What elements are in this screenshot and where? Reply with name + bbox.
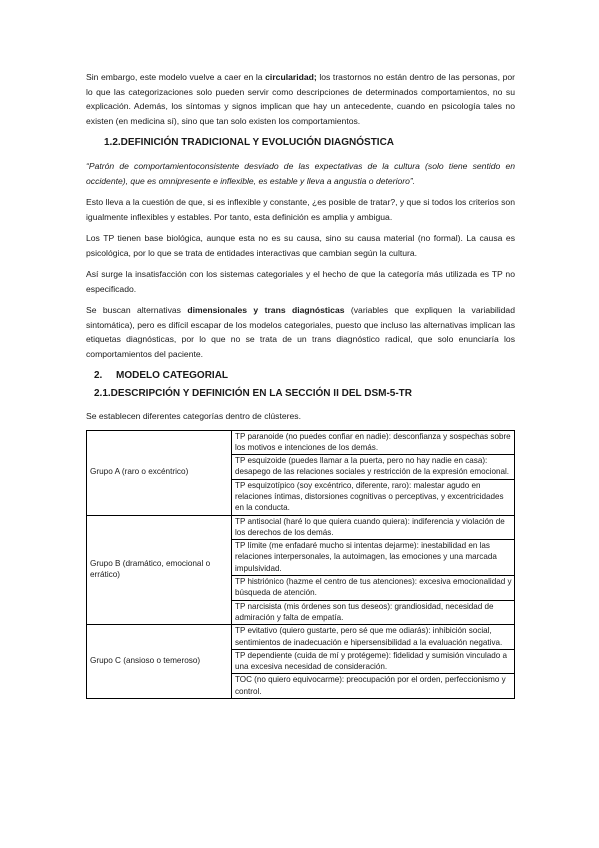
paragraph-alternatives: Se buscan alternativas dimensionales y trans diagnósticas (variables que expliquen la variabilidad sintomática), pero es difícil escapar de los modelos categoriales, puesto que incluso las alternativas implican las etiquetas diagnósticas, por lo que no se trata de un trans diagnóstico radical, que solo enunciaría los comportamientos del paciente. [86,305,515,359]
table-cell: TP paranoide (no puedes confiar en nadie): desconfianza y sospechas sobre los motivos e intenciones de los demás. [232,430,515,455]
dimensional-emphasis: dimensionales y trans diagnósticas [187,305,345,315]
definition-quote: “Patrón de comportamientoconsistente desviado de las expectativas de la cultura (solo tiene sentido en occidente), que es omnipresente e inflexible, es estable y lleva a angustia o deterioro”. [86,161,515,186]
section-1-2-heading: 1.2.DEFINICIÓN TRADICIONAL Y EVOLUCIÓN DIAGNÓSTICA [104,137,395,148]
group-c-label: Grupo C (ansioso o temeroso) [87,625,232,699]
table-cell: TP histriónico (hazme el centro de tus atenciones): excesiva emocionalidad y búsqueda de atención. [232,576,515,601]
table-cell: TP antisocial (haré lo que quiera cuando quiera): indiferencia y violación de los derechos de los demás. [232,515,515,540]
section-2-heading: 2. MODELO CATEGORIAL [94,370,229,381]
personality-disorders-table [86,430,515,700]
paragraph-inflexible: Esto lleva a la cuestión de que, si es inflexible y constante, ¿es posible de tratar?, y que si todos los criterios son igualmente inflexibles y estables. Por tanto, esta definición es amplia y ambigua. [86,197,515,222]
table-row [87,515,515,540]
intro-paragraph: Sin embargo, este modelo vuelve a caer en la circularidad; los trastornos no están dentro de las personas, por lo que las categorizaciones solo pueden servir como descripciones de determinados comportamientos, no su explicación. Además, los síntomas y signos implican que hay un antecedente, cuando en psicología tales no existen (en medicina sí), sino que tan solo existen los comportamientos. [86,72,516,126]
table-cell: TP esquizoide (puedes llamar a la puerta, pero no hay nadie en casa): desapego de las relaciones sociales y restricción de la expresión emocional. [232,455,515,480]
section-2-1-heading: 2.1.DESCRIPCIÓN Y DEFINICIÓN EN LA SECCIÓN II DEL DSM-5-TR [94,388,413,399]
table-cell: TP narcisista (mis órdenes son tus deseos): grandiosidad, necesidad de admiración y falta de empatía. [232,600,515,625]
group-a-label: Grupo A (raro o excéntrico) [87,430,232,515]
table-cell: TOC (no quiero equivocarme): preocupación por el orden, perfeccionismo y control. [232,674,515,699]
clusters-intro: Se establecen diferentes categorías dentro de clústeres. [86,411,301,421]
table-row [87,430,515,455]
paragraph-dissatisfaction: Así surge la insatisfacción con los sistemas categoriales y el hecho de que la categoría más utilizada es TP no especificado. [86,269,515,294]
group-b-label: Grupo B (dramático, emocional o errático) [87,515,232,625]
table-cell: TP esquizotípico (soy excéntrico, diferente, raro): malestar agudo en relaciones íntimas, distorsiones cognitivas o perceptivas, y excentricidades en la conducta. [232,479,515,515]
paragraph-biological-base: Los TP tienen base biológica, aunque esta no es su causa, sino su causa material (no formal). La causa es psicológica, por lo que se trata de entidades interactivas que cambian según la cultura. [86,233,515,258]
table-cell: TP evitativo (quiero gustarte, pero sé que me odiarás): inhibición social, sentimientos de inadecuación e hipersensibilidad a la evaluación negativa. [232,625,515,650]
table-cell: TP límite (me enfadaré mucho si intentas dejarme): inestabilidad en las relaciones interpersonales, la autoimagen, las emociones y una marcada impulsividad. [232,540,515,576]
table-cell: TP dependiente (cuida de mí y protégeme): fidelidad y sumisión vinculado a una excesiva necesidad de consideración. [232,649,515,674]
circularidad-emphasis: circularidad; [265,72,317,82]
table-row [87,625,515,650]
